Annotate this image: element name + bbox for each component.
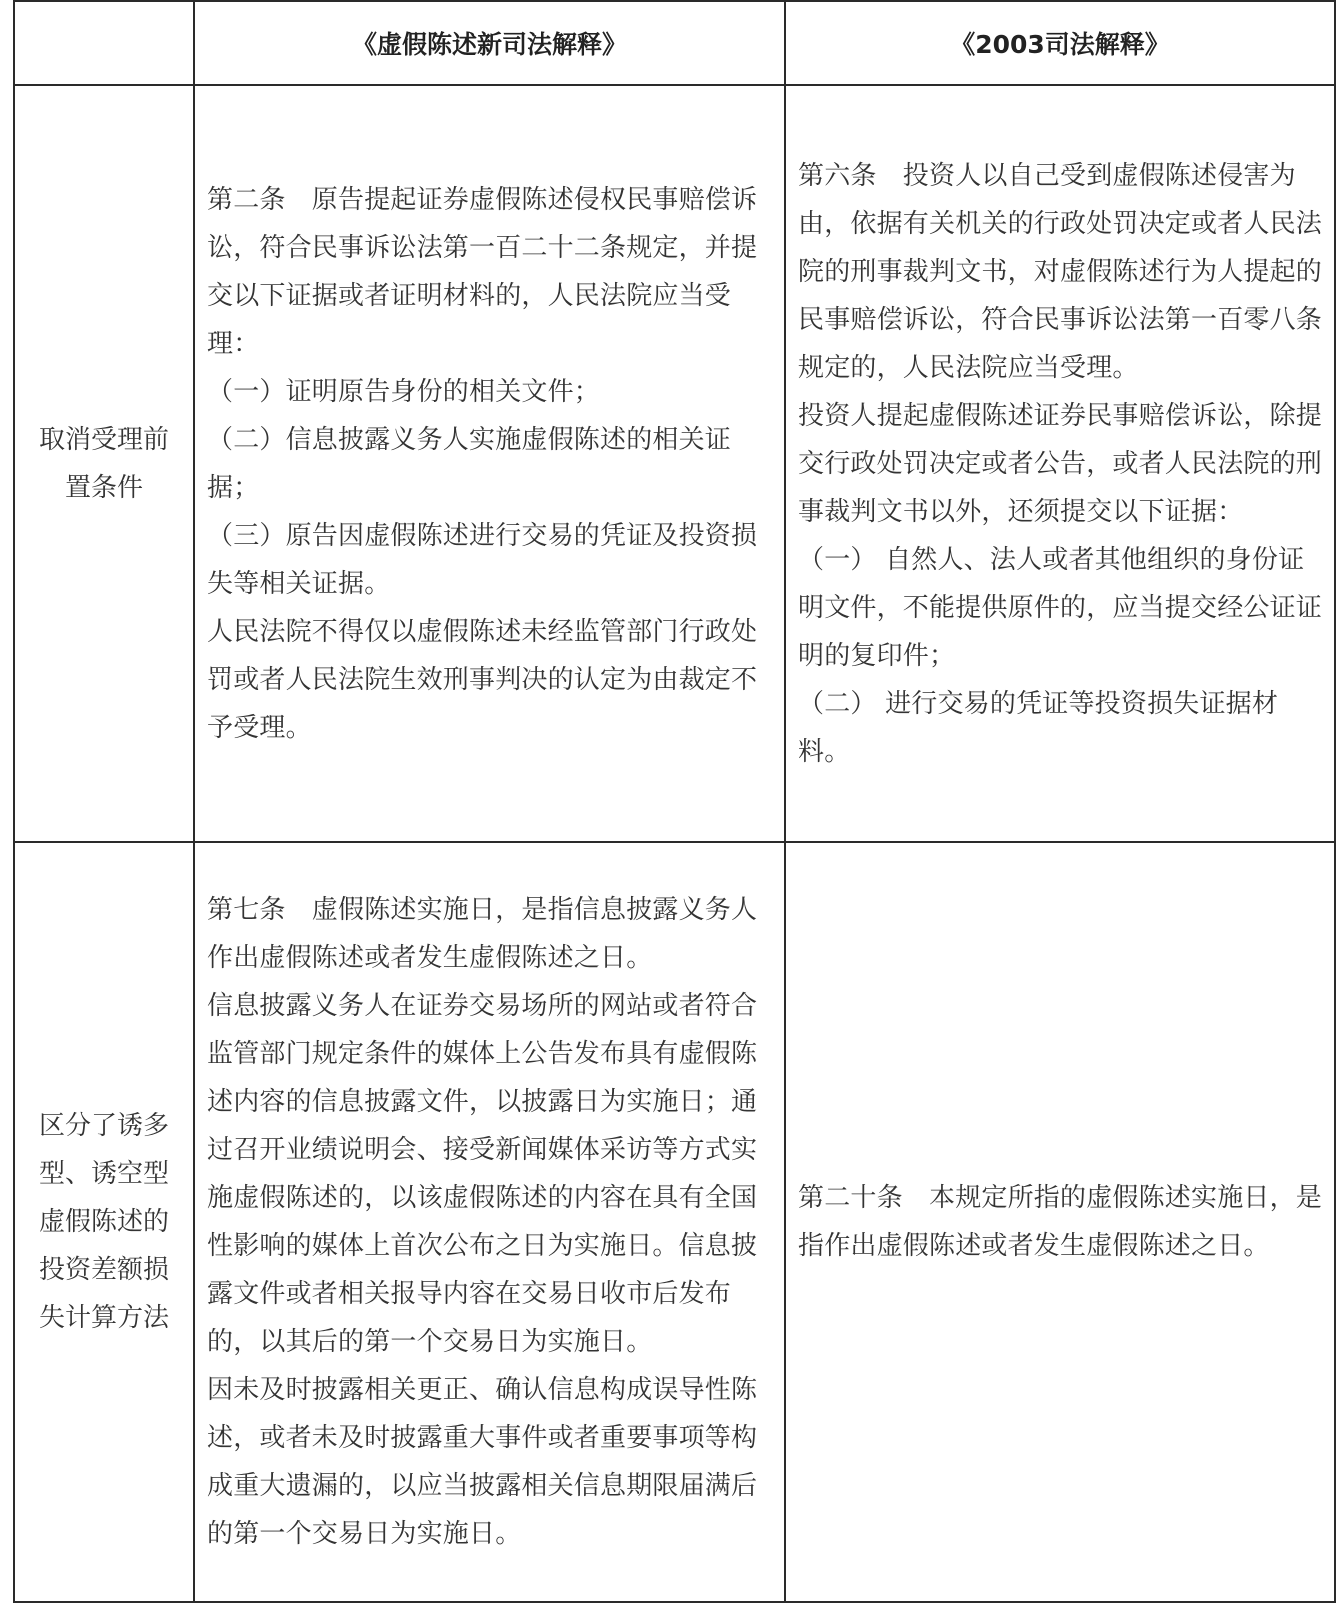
paragraph: 因未及时披露相关更正、确认信息构成误导性陈述，或者未及时披露重大事件或者重要事项等构成重大遗漏的，以应当披露相关信息期限届满后的第一个交易日为实施日。 (207, 1375, 758, 1549)
paragraph: （二） 进行交易的凭证等投资损失证据材料。 (798, 688, 1279, 767)
paragraph: （一）证明原告身份的相关文件； (207, 376, 601, 407)
paragraph: （三）原告因虚假陈述进行交易的凭证及投资损失等相关证据。 (207, 520, 758, 599)
comparison-table (13, 0, 1336, 1603)
old-interpretation-cell (785, 85, 1335, 842)
table-row (14, 85, 1335, 842)
old-interpretation-cell (785, 842, 1335, 1602)
paragraph: 第七条 虚假陈述实施日，是指信息披露义务人作出虚假陈述或者发生虚假陈述之日。 (207, 895, 758, 973)
table-row (14, 842, 1335, 1602)
row-label-text: 区分了诱多型、诱空型虚假陈述的投资差额损失计算方法 (38, 1111, 169, 1333)
paragraph: （二）信息披露义务人实施虚假陈述的相关证据； (207, 424, 732, 503)
new-interpretation-cell (194, 842, 785, 1602)
paragraph: 第二条 原告提起证券虚假陈述侵权民事赔偿诉讼，符合民事诉讼法第一百二十二条规定，并提交以下证据或者证明材料的，人民法院应当受理： (207, 184, 758, 359)
header-row (14, 1, 1335, 85)
paragraph: 第二十条 本规定所指的虚假陈述实施日，是指作出虚假陈述或者发生虚假陈述之日。 (798, 1183, 1323, 1261)
header-new-interpretation: 《虚假陈述新司法解释》 (194, 1, 785, 85)
paragraph: （一） 自然人、法人或者其他组织的身份证明文件，不能提供原件的，应当提交经公证证明的复印件； (798, 544, 1323, 671)
paragraph: 信息披露义务人在证券交易场所的网站或者符合监管部门规定条件的媒体上公告发布具有虚假陈述内容的信息披露文件，以披露日为实施日；通过召开业绩说明会、接受新闻媒体采访等方式实施虚假陈述的，以该虚假陈述的内容在具有全国性影响的媒体上首次公布之日为实施日。信息披露文件或者相关报导内容在交易日收市后发布的，以其后的第一个交易日为实施日。 (207, 991, 758, 1357)
header-blank-cell (14, 1, 194, 85)
paragraph: 第六条 投资人以自己受到虚假陈述侵害为由，依据有关机关的行政处罚决定或者人民法院的刑事裁判文书，对虚假陈述行为人提起的民事赔偿诉讼，符合民事诉讼法第一百零八条规定的，人民法院应当受理。 (798, 160, 1323, 383)
paragraph: 投资人提起虚假陈述证券民事赔偿诉讼，除提交行政处罚决定或者公告，或者人民法院的刑事裁判文书以外，还须提交以下证据： (798, 400, 1323, 527)
paragraph: 人民法院不得仅以虚假陈述未经监管部门行政处罚或者人民法院生效刑事判决的认定为由裁定不予受理。 (207, 616, 758, 743)
row-label (14, 842, 194, 1602)
row-label (14, 85, 194, 842)
row-label-text: 取消受理前置条件 (38, 424, 169, 503)
header-2003-interpretation: 《2003司法解释》 (785, 1, 1335, 85)
new-interpretation-cell (194, 85, 785, 842)
